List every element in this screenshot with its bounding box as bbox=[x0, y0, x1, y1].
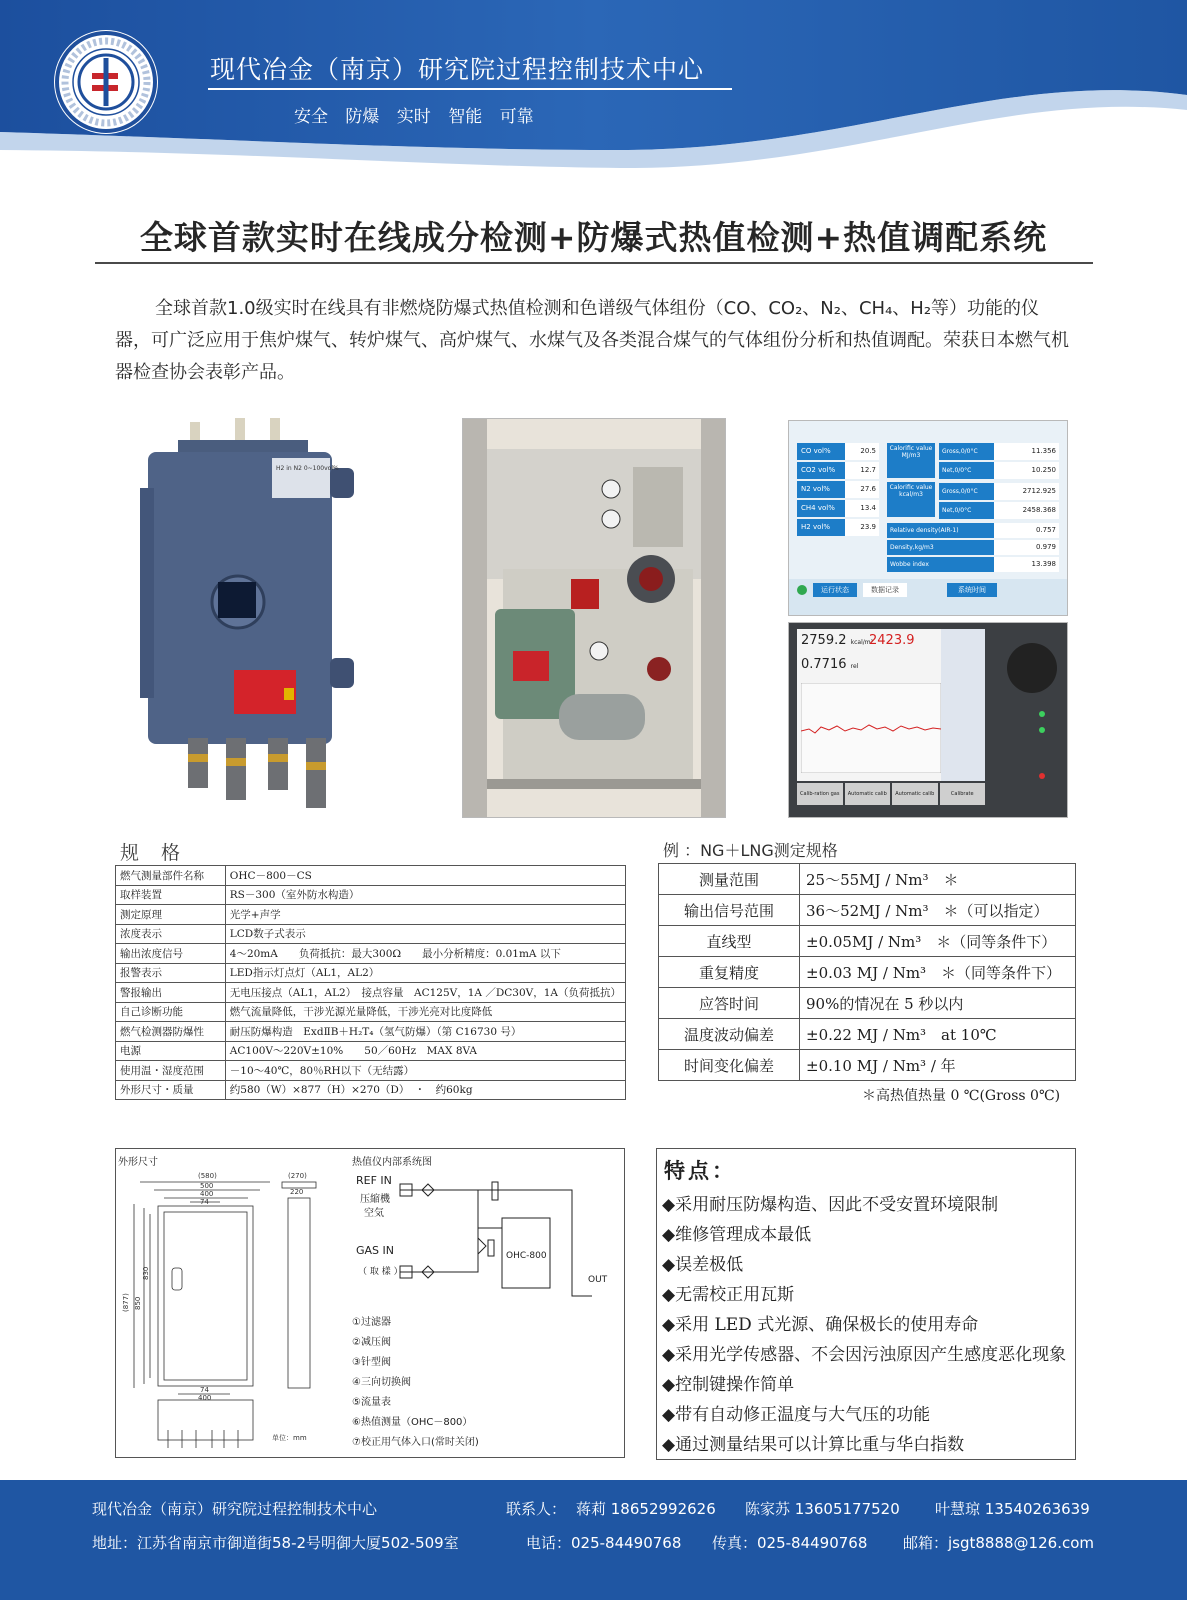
dim-label: 74 bbox=[200, 1198, 209, 1206]
spec-value: AC100V～220V±10% 50／60Hz MAX 8VA bbox=[225, 1041, 625, 1061]
table-row bbox=[116, 924, 626, 944]
calorific-sub-label: Gross,0/0°C bbox=[939, 443, 994, 460]
density-value: 0.757 bbox=[994, 523, 1059, 538]
ng-key: 直线型 bbox=[659, 926, 800, 957]
reading-kcal: 2759.2 bbox=[801, 633, 847, 648]
run-status-button[interactable]: 运行状态 bbox=[813, 583, 857, 597]
legend-item: ⑥热值测量（OHC－800） bbox=[352, 1417, 473, 1428]
reading-relative-unit: rel bbox=[850, 663, 859, 670]
feature-item: ◆无需校正用瓦斯 bbox=[662, 1285, 795, 1305]
component-legend bbox=[352, 1313, 602, 1453]
status-led-icon bbox=[1039, 727, 1045, 733]
dim-label: 74 bbox=[200, 1386, 209, 1394]
spec-value: RS－300（室外防水构造） bbox=[225, 885, 625, 905]
footer-address: 地址：江苏省南京市御道街58-2号明御大厦502-509室 bbox=[92, 1534, 459, 1552]
spec-key: 测定原理 bbox=[116, 905, 226, 925]
ng-value: ±0.10 MJ / Nm³ / 年 bbox=[800, 1050, 1076, 1081]
ng-value: 36～52MJ / Nm³ ＊（可以指定） bbox=[800, 895, 1076, 926]
spec-value: OHC－800－CS bbox=[225, 866, 625, 886]
analyzer-device-photo bbox=[130, 418, 362, 820]
ng-key: 应答时间 bbox=[659, 988, 800, 1019]
dim-label: 830 bbox=[142, 1266, 150, 1280]
dim-label: (877) bbox=[122, 1293, 130, 1312]
out-label: OUT bbox=[588, 1275, 608, 1285]
calorific-value: 2712.925 bbox=[994, 483, 1059, 500]
table-row bbox=[116, 983, 626, 1003]
gas-value: 20.5 bbox=[845, 443, 879, 460]
legend-item: ④三向切换阀 bbox=[352, 1377, 411, 1388]
spec-key: 外形尺寸・质量 bbox=[116, 1080, 226, 1100]
spec-value: 4～20mA 负荷抵抗：最大300Ω 最小分析精度：0.01mA 以下 bbox=[225, 944, 625, 964]
table-row bbox=[659, 988, 1076, 1019]
intro-paragraph: 全球首款1.0级实时在线具有非燃烧防爆式热值检测和色谱级气体组份（CO、CO₂、N₂、CH₄、H₂等）功能的仪器，可广泛应用于焦炉煤气、转炉煤气、高炉煤气、水煤气及各类混合煤气的气体组份分析和热值调配。荣获日本燃气机器检查协会表彰产品。 bbox=[115, 298, 1069, 383]
spec-value: 耐压防爆构造 ExdⅡB＋H₂T₄（氢气防爆）（第 C16730 号） bbox=[225, 1022, 625, 1042]
power-led-icon bbox=[1039, 711, 1045, 717]
calorific-value: 2458.368 bbox=[994, 502, 1059, 519]
ohc-label: OHC-800 bbox=[506, 1251, 547, 1261]
legend-item: ⑦校正用气体入口(常时关闭) bbox=[352, 1437, 479, 1448]
system-time-button[interactable]: 系统时间 bbox=[947, 583, 997, 597]
density-label: Relative density(AIR-1) bbox=[887, 523, 994, 538]
ref-in-label: REF IN bbox=[356, 1174, 392, 1187]
feature-item: ◆误差极低 bbox=[662, 1255, 744, 1275]
spec-value: 光学+声学 bbox=[225, 905, 625, 925]
spec-key: 电源 bbox=[116, 1041, 226, 1061]
page-title: 全球首款实时在线成分检测+防爆式热值检测+热值调配系统 bbox=[139, 218, 1048, 257]
features-heading: 特点： bbox=[664, 1159, 736, 1183]
spec-value: LED指示灯点灯（AL1，AL2） bbox=[225, 963, 625, 983]
air-label: 空気 bbox=[364, 1208, 384, 1219]
spec-value: LCD数子式表示 bbox=[225, 924, 625, 944]
spec-key: 燃气检测器防爆性 bbox=[116, 1022, 226, 1042]
gas-value: 27.6 bbox=[845, 481, 879, 498]
table-row bbox=[116, 1041, 626, 1061]
gas-value: 12.7 bbox=[845, 462, 879, 479]
table-row bbox=[659, 957, 1076, 988]
calorific-value: 10.250 bbox=[994, 462, 1059, 479]
spec-value: 约580（W）×877（H）×270（D） ・ 约60kg bbox=[225, 1080, 625, 1100]
ng-footnote: ＊高热值热量 0 ℃(Gross 0℃) bbox=[862, 1088, 1061, 1104]
ng-key: 输出信号范围 bbox=[659, 895, 800, 926]
dim-label: 500 bbox=[200, 1182, 214, 1190]
density-value: 0.979 bbox=[994, 540, 1059, 555]
gas-label: H2 vol% bbox=[797, 519, 845, 536]
spec-key: 取样装置 bbox=[116, 885, 226, 905]
table-row bbox=[659, 895, 1076, 926]
title-underline bbox=[208, 88, 732, 90]
wobbe-label: Wobbe index bbox=[887, 557, 994, 572]
wobbe-value: 13.398 bbox=[994, 557, 1059, 572]
feature-item: ◆带有自动修正温度与大气压的功能 bbox=[662, 1405, 931, 1425]
ng-key: 温度波动偏差 bbox=[659, 1019, 800, 1050]
legend-item: ②减压阀 bbox=[352, 1337, 391, 1348]
table-row bbox=[116, 1002, 626, 1022]
calorific-value-screen bbox=[788, 420, 1068, 616]
feature-item: ◆采用耐压防爆构造、因此不受安置环境限制 bbox=[662, 1195, 999, 1215]
ng-value: ±0.22 MJ / Nm³ at 10℃ bbox=[800, 1019, 1076, 1050]
gas-label: CO vol% bbox=[797, 443, 845, 460]
alarm-led-icon bbox=[1039, 773, 1045, 779]
table-row bbox=[659, 1050, 1076, 1081]
footer-phone: 电话：025-84490768 bbox=[526, 1534, 682, 1552]
reading-kcal-unit: kcal/m³ bbox=[850, 639, 874, 646]
dim-label: (270) bbox=[288, 1172, 307, 1180]
spec-key: 警报输出 bbox=[116, 983, 226, 1003]
ng-key: 时间变化偏差 bbox=[659, 1050, 800, 1081]
ng-spec-table bbox=[658, 863, 1076, 1081]
navigation-dial-icon[interactable] bbox=[1007, 643, 1057, 693]
ng-value: ±0.05MJ / Nm³ ＊（同等条件下） bbox=[800, 926, 1076, 957]
system-cabinet-photo bbox=[462, 418, 726, 818]
dim-label: 220 bbox=[290, 1188, 304, 1196]
table-row bbox=[116, 944, 626, 964]
table-row bbox=[116, 905, 626, 925]
spec-key: 燃气测量部件名称 bbox=[116, 866, 226, 886]
spec-key: 使用温・湿度范围 bbox=[116, 1061, 226, 1081]
device-label-text: H2 in N2 0~100vol% bbox=[276, 465, 339, 472]
table-row bbox=[659, 864, 1076, 895]
trend-chart bbox=[801, 683, 941, 773]
dim-label: 850 bbox=[134, 1296, 142, 1310]
spec-key: 浓度表示 bbox=[116, 924, 226, 944]
ng-value: ±0.03 MJ / Nm³ ＊（同等条件下） bbox=[800, 957, 1076, 988]
gas-value: 23.9 bbox=[845, 519, 879, 536]
table-row bbox=[659, 926, 1076, 957]
calorific-label-mj: Calorific value MJ/m3 bbox=[887, 443, 935, 478]
spec-value: 无电压接点（AL1，AL2） 接点容量 AC125V，1A ／DC30V，1A（负荷抵抗） bbox=[225, 983, 625, 1003]
legend-item: ⑤流量表 bbox=[352, 1397, 391, 1408]
table-row bbox=[116, 866, 626, 886]
table-row bbox=[116, 1080, 626, 1100]
legend-item: ③针型阀 bbox=[352, 1357, 391, 1368]
feature-item: ◆采用光学传感器、不会因污浊原因产生感度恶化现象 bbox=[662, 1345, 1067, 1365]
table-row bbox=[116, 1061, 626, 1081]
unit-label: 单位：mm bbox=[272, 1434, 307, 1442]
dim-label: 400 bbox=[198, 1394, 212, 1402]
calorific-sub-label: Gross,0/0°C bbox=[939, 483, 994, 500]
calorific-sub-label: Net,0/0°C bbox=[939, 502, 994, 519]
table-row bbox=[659, 1019, 1076, 1050]
feature-item: ◆采用 LED 式光源、确保极长的使用寿命 bbox=[662, 1315, 979, 1335]
ng-key: 测量范围 bbox=[659, 864, 800, 895]
gas-label: N2 vol% bbox=[797, 481, 845, 498]
gas-label: CO2 vol% bbox=[797, 462, 845, 479]
density-label: Density,kg/m3 bbox=[887, 540, 994, 555]
trend-monitor-screen bbox=[788, 622, 1068, 818]
reading-red: 2423.9 bbox=[869, 633, 915, 648]
ng-spec-heading: 例 ：NG＋LNG测定规格 bbox=[663, 841, 838, 860]
softkey-button[interactable]: Automatic calib bbox=[845, 783, 891, 805]
contact-person: 陈家苏 13605177520 bbox=[745, 1500, 900, 1518]
data-log-button[interactable]: 数据记录 bbox=[863, 583, 907, 597]
sampling-label: （ 取 樣 ） bbox=[358, 1267, 403, 1277]
softkey-button[interactable]: Calib-ration gas bbox=[797, 783, 843, 805]
contact-person: 叶慧琼 13540263639 bbox=[935, 1500, 1090, 1518]
compressor-label: 压縮機 bbox=[360, 1194, 390, 1205]
table-row bbox=[116, 1022, 626, 1042]
gas-label: CH4 vol% bbox=[797, 500, 845, 517]
ng-value: 25～55MJ / Nm³ ＊ bbox=[800, 864, 1076, 895]
softkey-button[interactable]: Calibrate bbox=[940, 783, 986, 805]
dim-label: (580) bbox=[198, 1172, 217, 1180]
table-row bbox=[116, 963, 626, 983]
gas-value: 13.4 bbox=[845, 500, 879, 517]
feature-item: ◆维修管理成本最低 bbox=[662, 1225, 812, 1245]
system-diagram-title: 热值仪内部系统图 bbox=[352, 1157, 432, 1168]
legend-item: ①过滤器 bbox=[352, 1317, 391, 1328]
feature-item: ◆控制键操作简单 bbox=[662, 1375, 795, 1395]
org-title: 现代冶金（南京）研究院过程控制技术中心 bbox=[210, 55, 705, 84]
gas-in-label: GAS IN bbox=[356, 1244, 395, 1257]
slogan: 安全 防爆 实时 智能 可靠 bbox=[294, 107, 534, 127]
specs-table bbox=[115, 865, 626, 1100]
ng-key: 重复精度 bbox=[659, 957, 800, 988]
system-flow-diagram bbox=[352, 1168, 620, 1308]
softkey-button[interactable]: Automatic calib bbox=[892, 783, 938, 805]
ng-value: 90%的情况在 5 秒以内 bbox=[800, 988, 1076, 1019]
spec-key: 报警表示 bbox=[116, 963, 226, 983]
specs-heading: 规 格 bbox=[120, 842, 189, 864]
calorific-value: 11.356 bbox=[994, 443, 1059, 460]
title-divider bbox=[95, 262, 1093, 264]
footer-fax: 传真：025-84490768 bbox=[712, 1534, 868, 1552]
footer-email: 邮箱：jsgt8888@126.com bbox=[903, 1534, 1094, 1552]
dim-label: 400 bbox=[200, 1190, 214, 1198]
feature-item: ◆通过测量结果可以计算比重与华白指数 bbox=[662, 1435, 965, 1455]
outline-dimension-drawing bbox=[120, 1168, 350, 1453]
spec-key: 输出浓度信号 bbox=[116, 944, 226, 964]
calorific-label-kcal: Calorific value kcal/m3 bbox=[887, 482, 935, 517]
contact-person: 蒋莉 18652992626 bbox=[576, 1500, 716, 1518]
spec-value: －10～40℃，80％RH以下（无结露） bbox=[225, 1061, 625, 1081]
association-logo bbox=[52, 28, 160, 136]
calorific-sub-label: Net,0/0°C bbox=[939, 462, 994, 479]
status-led-icon bbox=[797, 585, 807, 595]
footer-org: 现代冶金（南京）研究院过程控制技术中心 bbox=[92, 1500, 378, 1518]
spec-key: 自己诊断功能 bbox=[116, 1002, 226, 1022]
reading-relative: 0.7716 bbox=[801, 657, 847, 672]
table-row bbox=[116, 885, 626, 905]
outline-dimension-title: 外形尺寸 bbox=[118, 1157, 158, 1168]
spec-value: 燃气流量降低，干涉光源光量降低，干涉光亮对比度降低 bbox=[225, 1002, 625, 1022]
contact-label: 联系人： bbox=[506, 1500, 567, 1518]
